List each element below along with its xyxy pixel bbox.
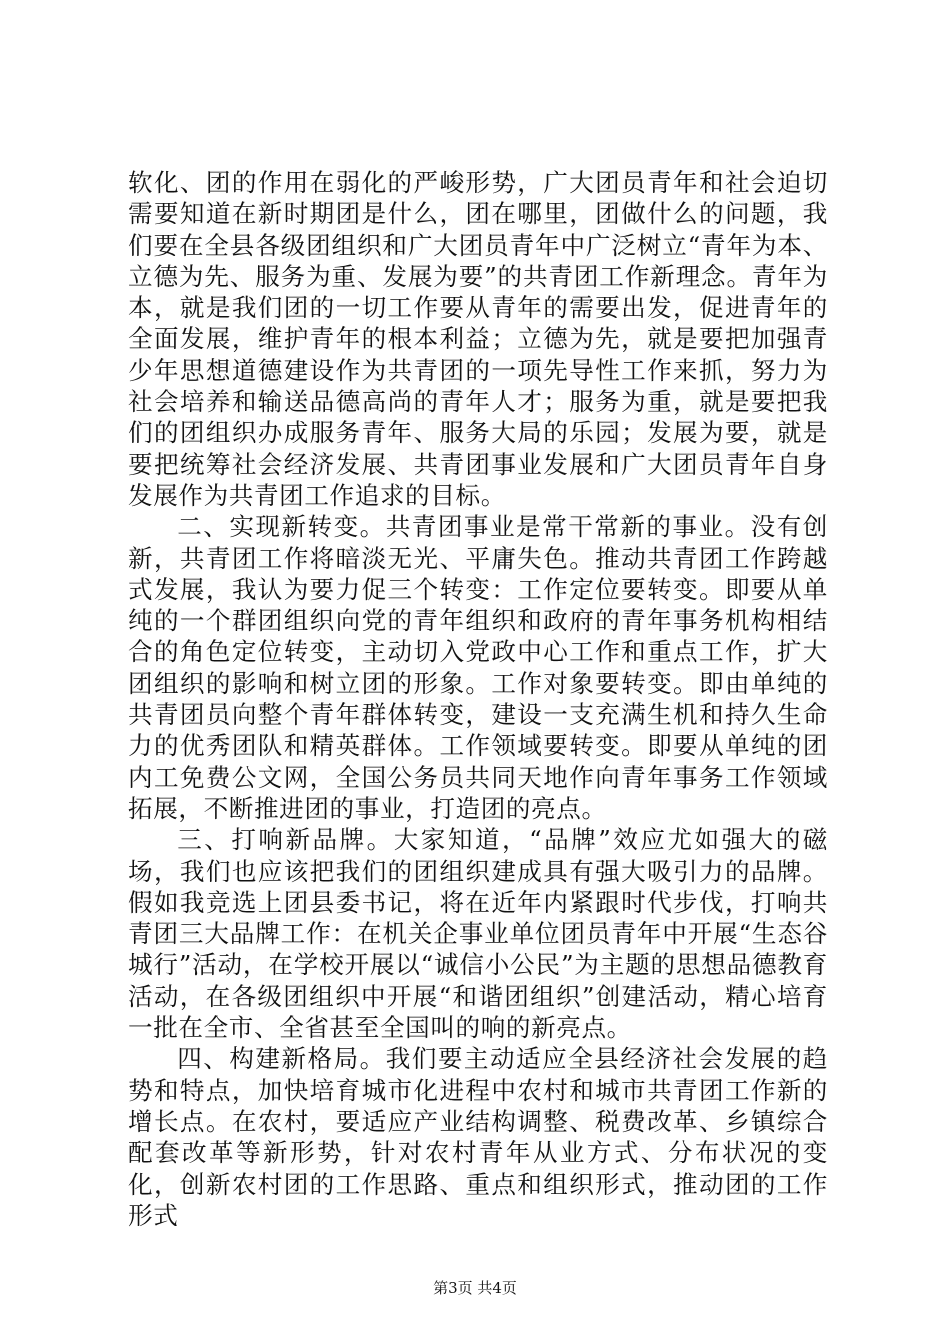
paragraph-section-four: 四、构建新格局。我们要主动适应全县经济社会发展的趋势和特点，加快培育城市化进程中农村和城市共青团工作新的增长点。在农村，要适应产业结构调整、税费改革、乡镇综合配套改革等新形势，针对农村青年从业方式、分布状况的变化，创新农村团的工作思路、重点和组织形式，推动团的工作形式 bbox=[128, 1044, 828, 1230]
page-number-footer: 第3页 共4页 bbox=[433, 1279, 517, 1297]
paragraph-continuation: 软化、团的作用在弱化的严峻形势，广大团员青年和社会迫切需要知道在新时期团是什么，团在哪里，团做什么的问题，我们要在全县各级团组织和广大团员青年中广泛树立“青年为本、立德为先、服务为重、发展为要”的共青团工作新理念。青年为本，就是我们团的一切工作要从青年的需要出发，促进青年的全面发展，维护青年的根本利益；立德为先，就是要把加强青少年思想道德建设作为共青团的一项先导性工作来抓，努力为社会培养和输送品德高尚的青年人才；服务为重，就是要把我们的团组织办成服务青年、服务大局的乐园；发展为要，就是要把统筹社会经济发展、共青团事业发展和广大团员青年自身发展作为共青团工作追求的目标。 bbox=[128, 168, 828, 510]
document-body bbox=[128, 167, 828, 1231]
paragraph-section-two: 二、实现新转变。共青团事业是常干常新的事业。没有创新，共青团工作将暗淡无光、平庸失色。推动共青团工作跨越式发展，我认为要力促三个转变：工作定位要转变。即要从单纯的一个群团组织向党的青年组织和政府的青年事务机构相结合的角色定位转变，主动切入党政中心工作和重点工作，扩大团组织的影响和树立团的形象。工作对象要转变。即由单纯的共青团员向整个青年群体转变，建设一支充满生机和持久生命力的优秀团队和精英群体。工作领域要转变。即要从单纯的团内工免费公文网，全国公务员共同天地作向青年事务工作领域拓展，不断推进团的事业，打造团的亮点。 bbox=[128, 512, 828, 823]
paragraph-section-three: 三、打响新品牌。大家知道，“品牌”效应尤如强大的磁场，我们也应该把我们的团组织建成具有强大吸引力的品牌。假如我竞选上团县委书记，将在近年内紧跟时代步伐，打响共青团三大品牌工作：在机关企事业单位团员青年中开展“生态谷城行”活动，在学校开展以“诚信小公民”为主题的思想品德教育活动，在各级团组织中开展“和谐团组织”创建活动，精心培育一批在全市、全省甚至全国叫的响的新亮点。 bbox=[128, 825, 828, 1043]
